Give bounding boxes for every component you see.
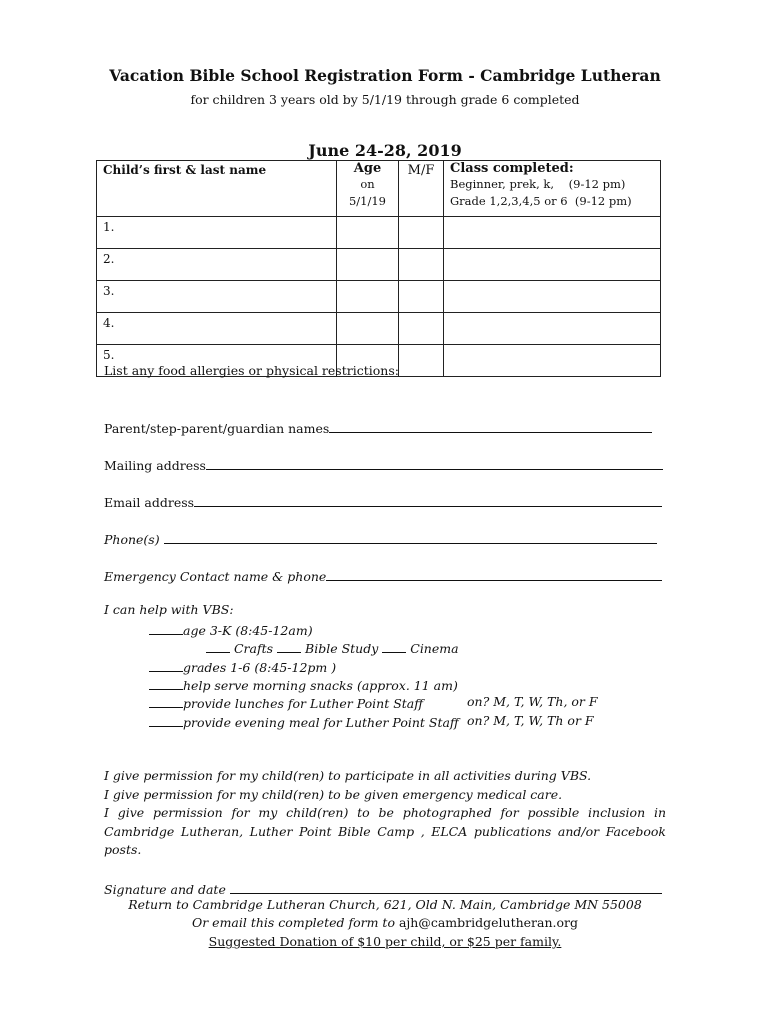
form-subtitle: for children 3 years old by 5/1/19 through grade 6 completed [190,92,580,107]
parent-names-field [104,418,652,436]
child-mf-cell-2[interactable] [399,249,444,281]
child-mf-cell-5[interactable] [399,345,444,377]
help-heading: I can help with VBS: [104,602,234,617]
phone-label: Phone(s) [104,532,160,547]
col-age-sub2: 5/1/19 [348,194,386,208]
bible-study-label: Bible Study [305,641,379,656]
col-class-header [444,161,661,217]
child-class-cell-5[interactable] [444,345,661,377]
col-class-sub1: Beginner, prek, k, (9-12 pm) [450,177,626,191]
col-class-sub2: Grade 1,2,3,4,5 or 6 (9-12 pm) [450,194,632,208]
child-name-cell-2[interactable]: 2. [97,249,337,281]
parent-names-label: Parent/step-parent/guardian names [104,421,330,436]
col-class-label: Class completed: [450,161,574,176]
child-class-cell-4[interactable] [444,313,661,345]
help-lunches-blank[interactable] [149,694,183,708]
help-evening-label: provide evening meal for Luther Point Staff [183,715,459,730]
phone-field [104,529,657,547]
child-mf-cell-1[interactable] [399,217,444,249]
crafts-blank[interactable] [206,639,230,653]
help-age-3k-blank[interactable] [149,621,183,635]
child-name-cell-3[interactable]: 3. [97,281,337,313]
email-prefix: Or email this completed form to [191,915,395,930]
signature-label: Signature and date [104,882,226,897]
help-snacks-label: help serve morning snacks (approx. 11 am) [183,678,458,693]
help-grades [149,658,336,675]
children-table [96,160,661,377]
child-name-cell-5[interactable]: 5. [97,345,337,377]
mailing-address-field [104,455,663,473]
col-name-header: Child’s first & last name [97,161,337,217]
child-class-cell-2[interactable] [444,249,661,281]
col-mf-header: M/F [399,161,444,217]
child-age-cell-3[interactable] [337,281,399,313]
emergency-contact-label: Emergency Contact name & phone [104,569,327,584]
help-age-3k-label: age 3-K (8:45-12am) [183,623,313,638]
email-address-line[interactable] [194,492,662,507]
table-row [97,281,661,313]
phone-line[interactable] [164,529,657,544]
col-age-label: Age [353,161,382,176]
help-lunches-days: on? M, T, W, Th, or F [467,694,598,709]
table-header-row [97,161,661,217]
allergies-label: List any food allergies or physical restrictions: [104,363,399,378]
email-address-field [104,492,662,510]
help-evening-blank[interactable] [149,713,183,727]
col-age-header [337,161,399,217]
cinema-blank[interactable] [382,639,406,653]
email-address-label: Email address [104,495,195,510]
email-instruction [0,915,770,930]
child-mf-cell-3[interactable] [399,281,444,313]
table-row [97,249,661,281]
child-mf-cell-4[interactable] [399,313,444,345]
child-name-cell-4[interactable]: 4. [97,313,337,345]
permission-activities: I give permission for my child(ren) to participate in all activities during VBS. [104,768,592,783]
emergency-contact-line[interactable] [326,566,662,581]
help-grades-blank[interactable] [149,658,183,672]
return-address: Return to Cambridge Lutheran Church, 621, Old N. Main, Cambridge MN 55008 [128,897,642,912]
form-title: Vacation Bible School Registration Form - Cambridge Lutheran [109,66,661,85]
child-age-cell-2[interactable] [337,249,399,281]
help-snacks-blank[interactable] [149,676,183,690]
help-activity-options [206,639,459,656]
col-age-sub1: on [360,177,375,191]
crafts-label: Crafts [233,641,274,656]
table-row [97,313,661,345]
child-name-cell-1[interactable]: 1. [97,217,337,249]
table-row [97,217,661,249]
help-lunches [149,694,423,711]
child-class-cell-3[interactable] [444,281,661,313]
cinema-label: Cinema [410,641,459,656]
mailing-address-line[interactable] [206,455,663,470]
help-lunches-label: provide lunches for Luther Point Staff [183,696,424,711]
signature-field [104,879,662,897]
permission-photo: I give permission for my child(ren) to be photographed for possible inclusion in Cambridge Lutheran, Luther Point Bible Camp , ELCA publications and/or Facebook posts. [104,805,666,857]
child-age-cell-1[interactable] [337,217,399,249]
donation-note: Suggested Donation of $10 per child, or $25 per family. [208,934,562,949]
help-age-3k [149,621,313,638]
emergency-contact-field [104,566,662,584]
help-grades-label: grades 1-6 (8:45-12pm ) [183,660,337,675]
bible-study-blank[interactable] [277,639,301,653]
child-age-cell-4[interactable] [337,313,399,345]
email-link[interactable]: ajh@cambridgelutheran.org [398,915,579,930]
help-evening [149,713,459,730]
help-snacks [149,676,458,693]
permissions-block [104,767,666,860]
parent-names-line[interactable] [329,418,652,433]
mailing-address-label: Mailing address [104,458,206,473]
child-class-cell-1[interactable] [444,217,661,249]
permission-medical: I give permission for my child(ren) to be given emergency medical care. [104,786,563,802]
help-evening-days: on? M, T, W, Th or F [467,713,594,728]
signature-line[interactable] [230,879,662,894]
event-date: June 24-28, 2019 [308,141,462,160]
